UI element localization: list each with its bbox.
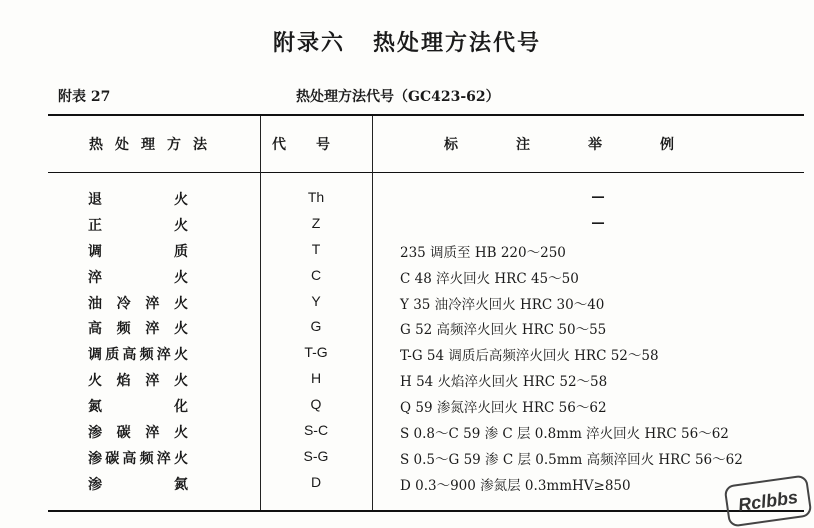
method-cell: 调质	[88, 243, 188, 260]
table-row	[48, 341, 804, 367]
table-row	[48, 290, 804, 316]
table-title: 热处理方法代号（GC423-62）	[296, 89, 500, 105]
example-cell: Y 35 油冷淬火回火 HRC 30～40	[400, 296, 605, 313]
table-row	[48, 186, 804, 212]
table-row	[48, 264, 804, 290]
example-cell: S 0.5～G 59 渗 C 层 0.5mm 高频淬回火 HRC 56～62	[400, 451, 743, 468]
method-cell: 火焰淬火	[88, 373, 188, 390]
method-cell: 退火	[88, 192, 188, 208]
method-cell: 调质高频淬火	[88, 347, 188, 364]
example-cell: 235 调质至 HB 220～250	[400, 244, 566, 261]
table-row	[48, 419, 804, 445]
table-row	[48, 367, 804, 393]
example-cell: D 0.3～900 渗氮层 0.3mmHV≥850	[400, 477, 631, 494]
code-cell: T-G	[304, 344, 328, 361]
method-cell: 渗碳淬火	[88, 425, 188, 442]
appendix-subject: 热处理方法代号	[373, 30, 542, 56]
table-row	[48, 238, 804, 264]
code-cell: Y	[311, 292, 321, 309]
code-cell: T	[311, 240, 321, 257]
header-code: 代号	[272, 137, 360, 153]
table-row	[48, 471, 804, 497]
code-cell: H	[310, 370, 322, 387]
code-cell: Q	[310, 396, 322, 413]
example-cell: —	[591, 214, 605, 231]
method-cell: 油冷淬火	[88, 295, 188, 312]
code-cell: D	[310, 473, 322, 490]
code-cell: C	[310, 266, 322, 283]
example-cell: T-G 54 调质后高频淬火回火 HRC 52～58	[400, 348, 659, 365]
code-cell: S-G	[303, 447, 329, 464]
example-cell: S 0.8～C 59 渗 C 层 0.8mm 淬火回火 HRC 56～62	[400, 426, 729, 443]
example-cell: C 48 淬火回火 HRC 45～50	[400, 270, 579, 287]
table-row	[48, 445, 804, 471]
table-row	[48, 393, 804, 419]
table-body	[48, 186, 804, 497]
header-method: 热处理方法	[89, 137, 219, 153]
example-cell: G 52 高频淬火回火 HRC 50～55	[400, 322, 607, 339]
method-cell: 淬火	[88, 269, 188, 286]
table-row	[48, 212, 804, 238]
header-example: 标注举例	[444, 137, 732, 153]
example-cell: H 54 火焰淬火回火 HRC 52～58	[400, 374, 608, 391]
page-title	[0, 26, 814, 57]
method-cell: 高频淬火	[88, 321, 188, 338]
table-row	[48, 315, 804, 341]
method-cell: 氮化	[88, 399, 188, 416]
method-cell: 正火	[88, 217, 188, 234]
appendix-label: 附录六	[272, 30, 345, 56]
code-cell: Th	[307, 189, 325, 205]
table-top-rule	[48, 114, 804, 116]
method-cell: 渗碳高频淬火	[88, 450, 188, 467]
code-cell: Z	[311, 214, 321, 231]
table-header-rule	[48, 172, 804, 173]
method-cell: 渗氮	[88, 476, 188, 493]
table-bottom-rule	[48, 510, 804, 512]
watermark-logo: Rclbbs	[723, 474, 812, 527]
table-number: 附表 27	[58, 89, 111, 105]
code-cell: G	[310, 318, 322, 335]
example-cell: Q 59 渗氮淬火回火 HRC 56～62	[400, 400, 607, 417]
example-cell: —	[591, 189, 605, 205]
code-cell: S-C	[303, 422, 329, 439]
